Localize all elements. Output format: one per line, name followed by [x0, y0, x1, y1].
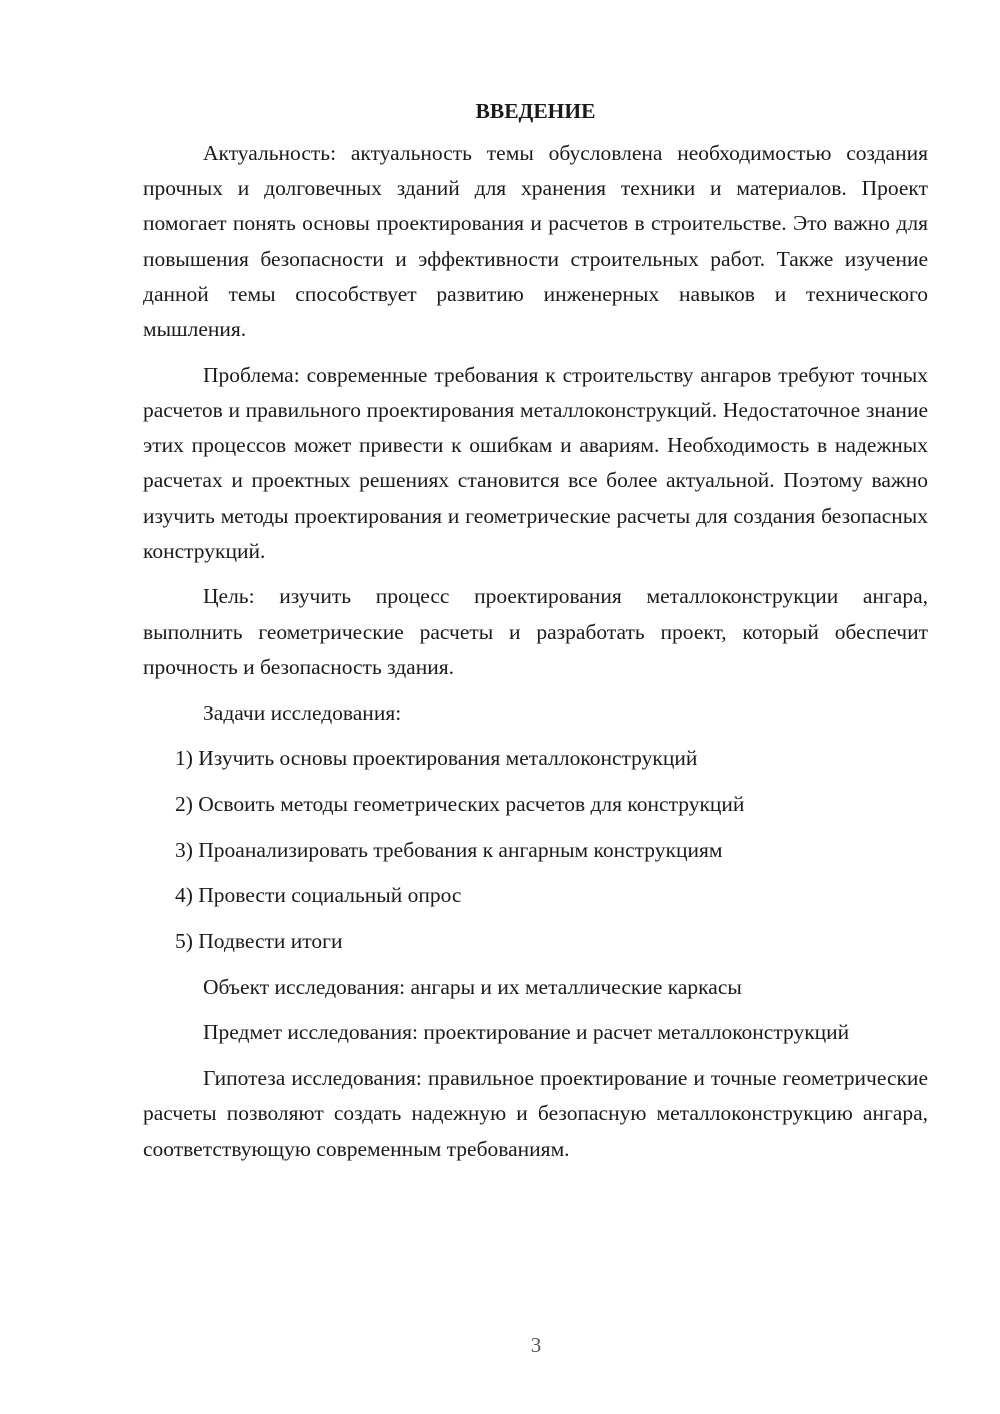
- tasks-list: [143, 741, 928, 959]
- list-item: 5) Подвести итоги: [175, 929, 343, 954]
- section-title: ВВЕДЕНИЕ: [475, 99, 596, 123]
- list-item: 2) Освоить методы геометрических расчетов для конструкций: [175, 791, 745, 816]
- paragraph-relevance: Актуальность: актуальность темы обусловлена необходимостью создания прочных и долговечных зданий для хранения техники и материалов. Проект помогает понять основы проектирования и расчетов в строительстве. Это важно для повышения безопасности и эффективности строительных работ. Также изучение данной темы способствует развитию инженерных навыков и технического мышления.: [143, 141, 928, 342]
- paragraph-subject: Предмет исследования: проектирование и расчет металлоконструкций: [203, 1020, 850, 1045]
- list-item: 3) Проанализировать требования к ангарным конструкциям: [175, 837, 723, 862]
- document-page: [143, 96, 928, 1177]
- paragraph-goal: Цель: изучить процесс проектирования металлоконструкции ангара, выполнить геометрические расчеты и разработать проект, который обеспечит прочность и безопасность здания.: [143, 584, 928, 679]
- list-item: 4) Провести социальный опрос: [175, 883, 462, 908]
- list-item: 1) Изучить основы проектирования металлоконструкций: [175, 746, 698, 771]
- paragraph-hypothesis: Гипотеза исследования: правильное проектирование и точные геометрические расчеты позволяют создать надежную и безопасную металлоконструкцию ангара, соответствующую современным требованиям.: [143, 1066, 928, 1161]
- page-number: 3: [530, 1333, 542, 1357]
- paragraph-object: Объект исследования: ангары и их металлические каркасы: [203, 974, 742, 999]
- paragraph-problem: Проблема: современные требования к строительству ангаров требуют точных расчетов и правильного проектирования металлоконструкций. Недостаточное знание этих процессов может привести к ошибкам и авариям. Необходимость в надежных расчетах и проектных решениях становится все более актуальной. Поэтому важно изучить методы проектирования и геометрические расчеты для создания безопасных конструкций.: [143, 362, 928, 563]
- tasks-heading: Задачи исследования:: [203, 700, 402, 725]
